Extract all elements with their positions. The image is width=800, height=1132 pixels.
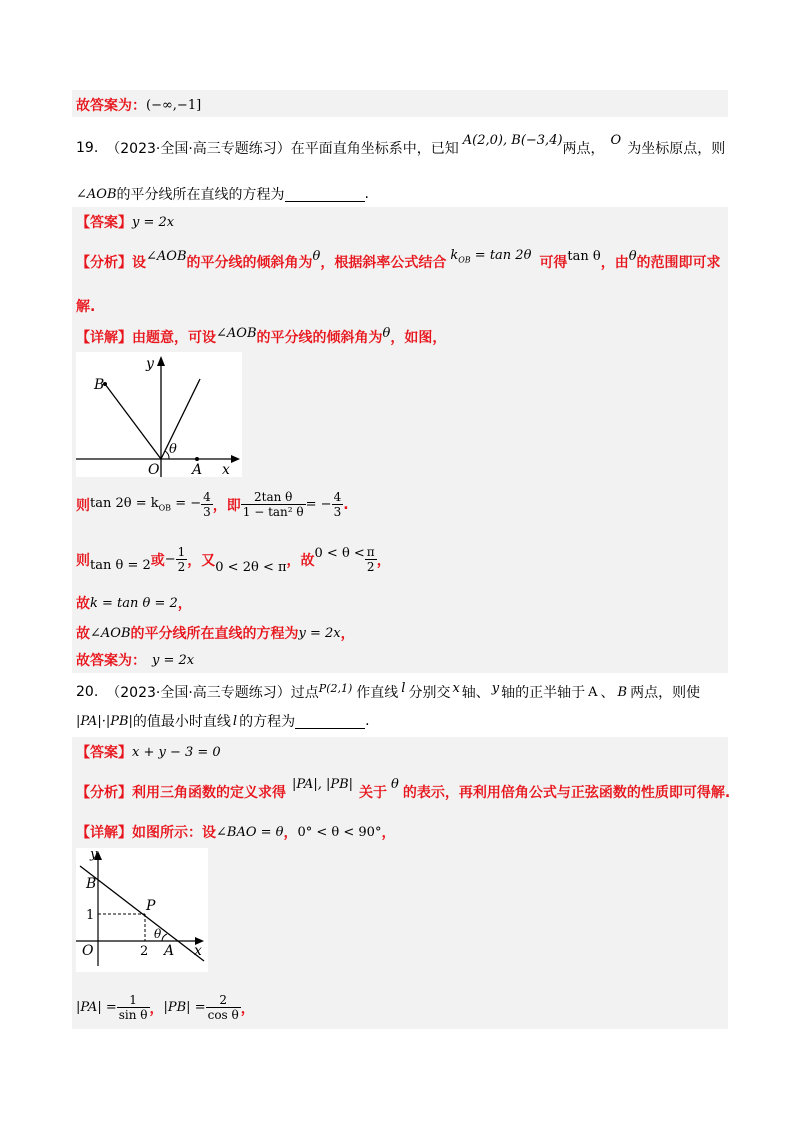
q19-point-a xyxy=(195,457,199,461)
q19-analysis-theta: θ xyxy=(312,248,321,264)
q19-label-x: x xyxy=(222,462,230,477)
q19-analysis-label: 【分析】 xyxy=(76,255,132,271)
q19-detail-angle: ∠AOB xyxy=(216,325,257,341)
q20-pa-pb-row xyxy=(76,993,255,1022)
q19-s1-ze: 则 xyxy=(76,497,90,514)
q20-label-2: 2 xyxy=(140,944,149,959)
q19-detail-2: 的平分线的倾斜角为 xyxy=(256,330,383,346)
q19-s1-num: 4 xyxy=(203,490,211,504)
q19-s2-end: ， xyxy=(376,552,391,569)
q20-source: （2023·全国·高三专题练习） xyxy=(106,685,291,701)
q19-analysis-angle: ∠AOB xyxy=(146,248,187,264)
q19-final-label: 故答案为： xyxy=(76,653,146,669)
q20-label-b: B xyxy=(86,876,97,892)
q19-final-answer: y = 2x xyxy=(152,652,195,668)
q19-s1-eq3: = − xyxy=(305,497,332,512)
q19-figure-bg xyxy=(76,352,242,477)
q20-pa-den: sin θ xyxy=(118,1008,148,1022)
q19-s2-you: ，又 xyxy=(187,552,216,569)
q19-label-b: B xyxy=(94,377,105,393)
q20-label-a: A xyxy=(164,943,175,959)
q19-s2-neg: − xyxy=(164,552,176,567)
q20-text2: 作直线 xyxy=(356,685,399,701)
q19-answer-value: y = 2x xyxy=(132,214,175,230)
prev-answer-value: (−∞,−1] xyxy=(146,97,202,113)
q19-s2-huo: 或 xyxy=(150,552,165,569)
q20-pb-lhs: |PB| = xyxy=(163,1000,206,1015)
q19-text1: 在平面直角坐标系中，已知 xyxy=(290,141,459,157)
q19-answer-label: 【答案】 xyxy=(76,215,132,231)
q19-analysis-7: 解. xyxy=(76,299,96,315)
q20-text9: 的方程为 xyxy=(239,714,296,730)
q19-analysis-row2 xyxy=(76,296,95,316)
prev-answer-label: 故答案为： xyxy=(76,98,146,114)
q19-figure xyxy=(76,352,242,477)
q20-detail-row xyxy=(76,822,395,842)
q20-text8: 的值最小时直线 xyxy=(132,714,231,730)
q20-pa-sep: ， xyxy=(149,1000,164,1017)
q19-analysis-6: 的范围即可求 xyxy=(636,255,721,271)
q19-s1-den2: 3 xyxy=(333,505,342,519)
q20-text4: 轴、 xyxy=(461,685,490,701)
q19-step2 xyxy=(76,545,391,574)
q20-text7: 两点，则使 xyxy=(630,685,701,701)
q20-pb-end: ， xyxy=(240,1000,255,1017)
q19-analysis-sub: OB xyxy=(458,255,471,265)
q20-pa-frac xyxy=(117,993,150,1022)
q20-y: y xyxy=(491,680,500,696)
q20-label-theta: θ xyxy=(154,927,162,941)
q19-answer-row xyxy=(76,212,174,232)
q20-analysis-3: 的表示，再利用倍角公式与正弦函数的性质即可得解. xyxy=(402,785,731,801)
q19-s2-range: 0 < 2θ < π xyxy=(215,560,287,575)
q19-s3-end: ， xyxy=(177,596,192,612)
q19-analysis-3: ，根据斜率公式结合 xyxy=(320,255,447,271)
q19-s1-eq xyxy=(90,496,201,513)
q19-text4: 的平分线所在直线的方程为 xyxy=(116,187,285,203)
q19-detail-label: 【详解】 xyxy=(76,330,132,346)
q20-A: A xyxy=(588,684,598,700)
q20-label-y: y xyxy=(90,848,98,862)
q19-source: （2023·全国·高三专题练习） xyxy=(106,141,291,157)
q20-pa-num: 1 xyxy=(117,993,150,1008)
q19-s4-eq: y = 2x xyxy=(298,625,341,641)
q19-s2-pi-frac xyxy=(365,545,377,574)
q20-period: . xyxy=(365,713,370,729)
q19-line1 xyxy=(76,132,726,158)
q19-origin: O xyxy=(610,132,622,148)
q19-s1-frac2 xyxy=(241,490,306,519)
q19-blank xyxy=(285,187,365,202)
q19-s2-eq: tan θ = 2 xyxy=(90,558,151,573)
q20-text1: 过点 xyxy=(290,685,319,701)
q20-pb-frac xyxy=(206,993,241,1022)
q19-detail-theta: θ xyxy=(382,325,391,341)
q20-pa-lhs: |PA| = xyxy=(76,1000,117,1015)
q19-line2 xyxy=(76,184,369,204)
q19-s1-sub: OB xyxy=(158,503,172,513)
q19-analysis-row xyxy=(76,247,721,272)
q20-label-o: O xyxy=(82,943,94,959)
q19-s1-num2: 4 xyxy=(333,490,342,504)
q19-s1-ji: ，即 xyxy=(212,497,241,514)
q19-s4-gu: 故 xyxy=(76,626,90,642)
q19-analysis-2: 的平分线的倾斜角为 xyxy=(186,255,313,271)
q20-l: l xyxy=(401,680,406,696)
q20-answer-label: 【答案】 xyxy=(76,745,132,761)
q20-line1 xyxy=(76,682,700,702)
q20-answer-row xyxy=(76,742,221,762)
q19-analysis-1: 设 xyxy=(132,255,146,271)
q19-points: A(2,0), B(−3,4) xyxy=(462,132,563,148)
q20-label-p: P xyxy=(146,898,156,914)
q20-detail-2: ， xyxy=(283,825,298,841)
q19-s2-den: 2 xyxy=(177,560,186,574)
q20-line2 xyxy=(76,711,370,731)
q20-B: B xyxy=(617,684,628,700)
q19-s1-den: 3 xyxy=(203,505,211,519)
q19-final xyxy=(76,650,194,670)
prev-answer-row xyxy=(76,95,201,115)
q19-s3-gu: 故 xyxy=(76,596,90,612)
q19-detail-1: 由题意，可设 xyxy=(132,330,216,346)
q19-step1 xyxy=(76,490,349,519)
q19-s2-pi: π xyxy=(366,545,375,559)
q19-s2-ze: 则 xyxy=(76,552,90,569)
q20-analysis-row xyxy=(76,776,731,802)
q20-figure xyxy=(76,848,208,972)
q19-analysis-formula2: = tan 2θ xyxy=(470,247,532,263)
q20-label-1: 1 xyxy=(86,908,95,923)
q19-s2-gu: ，故 xyxy=(286,552,315,569)
q19-number: 19. xyxy=(76,140,99,156)
q20-detail-1: 如图所示：设 xyxy=(132,825,216,841)
q19-analysis-tan: tan θ xyxy=(567,248,601,264)
q19-s2-frac xyxy=(176,545,188,574)
q20-detail-angle: ∠BAO = θ xyxy=(216,824,284,840)
q20-l2: l xyxy=(232,713,238,729)
q20-point: P(2,1) xyxy=(318,681,353,695)
q20-expr: |PA|·|PB| xyxy=(76,713,133,729)
q20-text3: 分别交 xyxy=(408,685,451,701)
q19-s3-eq: k = tan θ = 2 xyxy=(90,595,178,611)
q20-text6: 、 xyxy=(600,685,615,701)
q20-detail-3: ， xyxy=(381,825,396,841)
q19-s1-fden: 1 − tan² θ xyxy=(242,505,304,519)
q19-s2-range2: 0 < θ < xyxy=(314,546,365,561)
q19-s4-end: ， xyxy=(340,626,355,642)
q19-analysis-4: 可得 xyxy=(539,255,568,271)
q20-text5: 轴的正半轴于 xyxy=(501,685,586,701)
q19-s2-two: 2 xyxy=(366,560,375,574)
q20-x: x xyxy=(452,680,460,696)
q19-s1-end: . xyxy=(343,496,349,513)
q19-analysis-formula xyxy=(450,248,531,265)
q20-pb-den: cos θ xyxy=(207,1008,239,1022)
q19-s1-fnum: 2tan θ xyxy=(241,490,306,505)
q20-analysis-theta: θ xyxy=(391,776,399,792)
q20-analysis-2: 关于 xyxy=(359,785,388,801)
q20-number: 20. xyxy=(76,684,99,700)
q19-step3 xyxy=(76,593,192,613)
q19-text3: 为坐标原点，则 xyxy=(627,141,726,157)
q20-detail-label: 【详解】 xyxy=(76,825,132,841)
q19-s1-eq2: = − xyxy=(171,496,202,512)
q20-analysis-expr: |PA|, |PB| xyxy=(292,776,354,792)
q19-s4-angle: ∠AOB xyxy=(90,625,131,641)
q20-pb-num: 2 xyxy=(206,993,241,1008)
q19-detail-row xyxy=(76,327,446,347)
q19-label-a: A xyxy=(192,462,203,477)
q20-label-x: x xyxy=(194,943,202,959)
q19-detail-3: ，如图， xyxy=(390,330,447,346)
q20-answer-value: x + y − 3 = 0 xyxy=(132,744,221,760)
q19-period: . xyxy=(364,186,369,202)
q19-s1-frac3 xyxy=(332,490,344,519)
q19-angle: ∠AOB xyxy=(76,186,117,202)
q20-detail-range: 0° < θ < 90° xyxy=(297,824,382,840)
q19-step4 xyxy=(76,623,355,643)
q19-text2: 两点， xyxy=(562,141,605,157)
q20-analysis-label: 【分析】 xyxy=(76,785,132,801)
q20-analysis-1: 利用三角函数的定义求得 xyxy=(132,785,286,801)
q19-s4-text: 的平分线所在直线的方程为 xyxy=(130,626,299,642)
q19-label-o: O xyxy=(148,462,160,477)
q19-analysis-k: k xyxy=(450,247,459,263)
q20-blank xyxy=(295,714,365,729)
q19-analysis-5: ，由 xyxy=(600,255,629,271)
q19-s1-frac xyxy=(201,490,213,519)
q19-s2-num: 1 xyxy=(177,545,186,559)
q19-label-theta: θ xyxy=(169,442,177,457)
q19-s1-eq-text: tan 2θ = k xyxy=(90,496,159,512)
q19-label-y: y xyxy=(146,356,154,372)
q19-analysis-theta2: θ xyxy=(628,248,637,264)
